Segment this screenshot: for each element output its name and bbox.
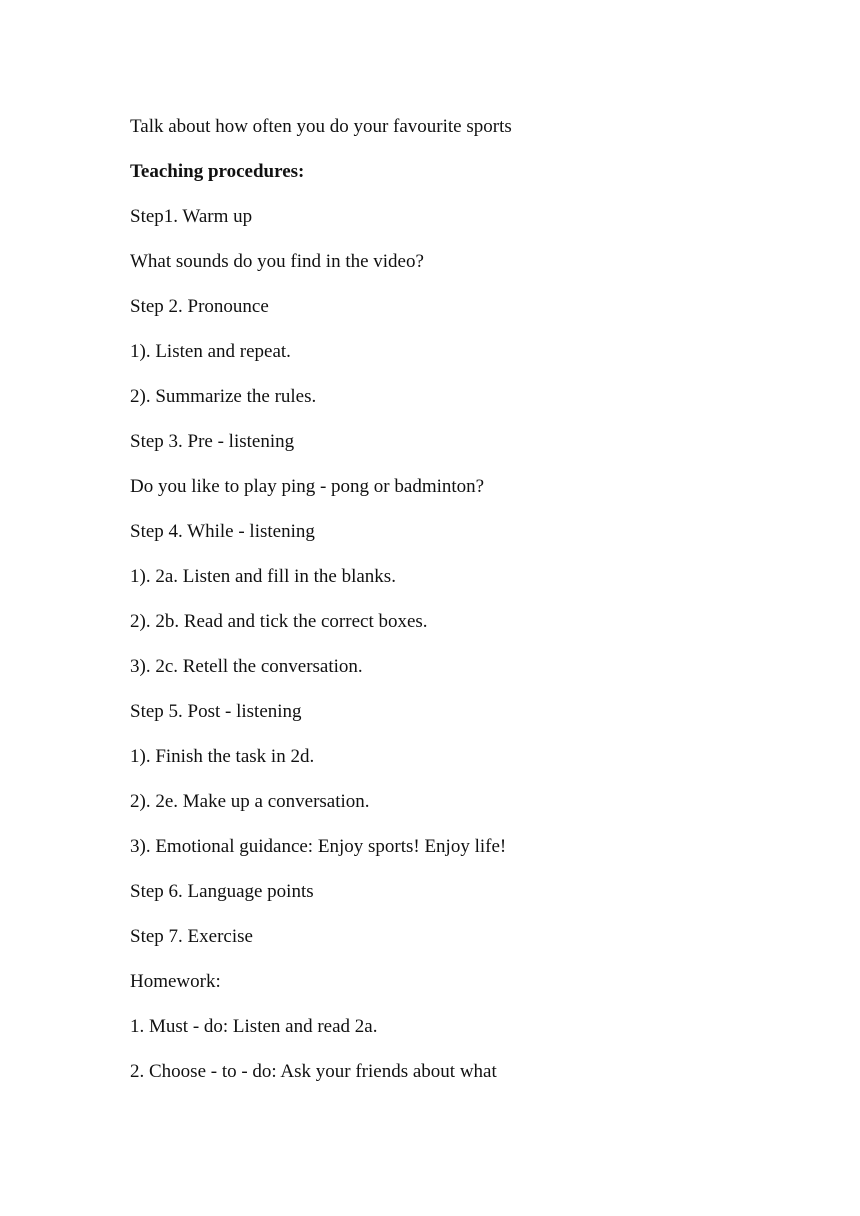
section-heading: Teaching procedures: bbox=[130, 161, 305, 182]
step-detail: 2). Summarize the rules. bbox=[130, 386, 317, 407]
step-heading: Step 7. Exercise bbox=[130, 926, 253, 947]
step-heading: Step 3. Pre - listening bbox=[130, 431, 295, 452]
objective-line: Talk about how often you do your favourite sports bbox=[130, 116, 512, 137]
step-detail: 3). 2c. Retell the conversation. bbox=[130, 656, 363, 677]
step-heading: Step 5. Post - listening bbox=[130, 701, 302, 722]
step-detail: 1). 2a. Listen and fill in the blanks. bbox=[130, 566, 396, 587]
homework-item: 1. Must - do: Listen and read 2a. bbox=[130, 1016, 378, 1037]
step-heading: Step 2. Pronounce bbox=[130, 296, 269, 317]
step-detail: 2). 2b. Read and tick the correct boxes. bbox=[130, 611, 428, 632]
step-detail: Do you like to play ping - pong or badminton? bbox=[130, 476, 485, 497]
step-detail: 1). Listen and repeat. bbox=[130, 341, 291, 362]
homework-item: 2. Choose - to - do: Ask your friends about what bbox=[130, 1061, 497, 1082]
step-detail: 1). Finish the task in 2d. bbox=[130, 746, 315, 767]
step-heading: Step1. Warm up bbox=[130, 206, 253, 227]
step-detail: 2). 2e. Make up a conversation. bbox=[130, 791, 370, 812]
homework-heading: Homework: bbox=[130, 971, 221, 992]
step-heading: Step 6. Language points bbox=[130, 881, 314, 902]
step-detail: 3). Emotional guidance: Enjoy sports! Enjoy life! bbox=[130, 836, 507, 857]
step-detail: What sounds do you find in the video? bbox=[130, 251, 424, 272]
document-body bbox=[130, 113, 810, 1103]
step-heading: Step 4. While - listening bbox=[130, 521, 315, 542]
